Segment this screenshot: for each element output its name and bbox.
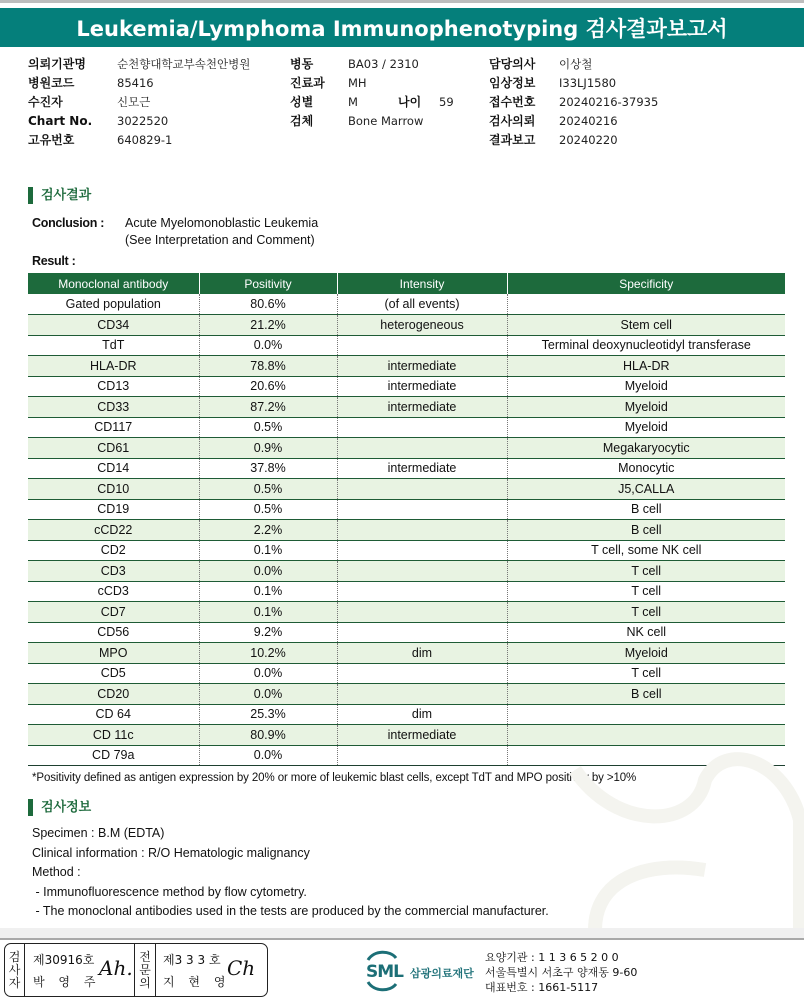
cell-antibody: CD14 (28, 458, 199, 479)
table-row (28, 520, 785, 541)
cell-positivity: 0.0% (199, 561, 337, 582)
table-row (28, 479, 785, 500)
label-patient: 수진자 (28, 95, 63, 109)
institution-code: 요양기관 : 1 1 3 6 5 2 0 0 (485, 951, 619, 964)
footer-band (0, 928, 804, 938)
cell-specificity (507, 294, 785, 315)
cell-positivity: 21.2% (199, 315, 337, 336)
table-row (28, 684, 785, 705)
cell-intensity (337, 663, 507, 684)
label-specimen: 검체 (290, 114, 314, 128)
cell-specificity: Myeloid (507, 397, 785, 418)
cell-specificity: T cell, some NK cell (507, 540, 785, 561)
label-institution: 의뢰기관명 (28, 57, 86, 71)
address: 서울특별시 서초구 양재동 9-60 (485, 966, 638, 979)
table-row (28, 704, 785, 725)
specialist-label-char: 의 (139, 975, 151, 990)
value-institution: 순천향대학교부속천안병원 (117, 57, 251, 71)
cell-intensity: intermediate (337, 725, 507, 746)
cell-specificity: B cell (507, 520, 785, 541)
table-row (28, 561, 785, 582)
examiner-license: 제30916호 (33, 953, 95, 967)
table-row (28, 438, 785, 459)
label-sex: 성별 (290, 95, 314, 109)
cell-positivity: 87.2% (199, 397, 337, 418)
cell-specificity: T cell (507, 602, 785, 623)
cell-intensity (337, 417, 507, 438)
cell-positivity: 25.3% (199, 704, 337, 725)
cell-specificity: Monocytic (507, 458, 785, 479)
cell-specificity: Megakaryocytic (507, 438, 785, 459)
table-row (28, 540, 785, 561)
result-label: Result : (32, 254, 76, 268)
value-chart-no: 3022520 (117, 114, 169, 128)
examiner-name: 박 영 주 (33, 975, 101, 989)
cell-specificity: Stem cell (507, 315, 785, 336)
cell-specificity: T cell (507, 561, 785, 582)
top-border (0, 0, 804, 3)
header-specificity: Specificity (507, 273, 785, 294)
cell-intensity: heterogeneous (337, 315, 507, 336)
label-request-date: 검사의뢰 (489, 114, 536, 128)
specialist-signature: Ch (227, 956, 256, 980)
cell-positivity: 0.5% (199, 479, 337, 500)
header-positivity: Positivity (199, 273, 337, 294)
cell-positivity: 80.6% (199, 294, 337, 315)
cell-positivity: 0.1% (199, 540, 337, 561)
examiner-label (5, 944, 25, 996)
cell-positivity: 0.0% (199, 745, 337, 766)
method-label: Method : (32, 865, 81, 879)
watermark-graphic (555, 740, 804, 940)
table-row (28, 417, 785, 438)
cell-positivity: 10.2% (199, 643, 337, 664)
positivity-footnote: *Positivity defined as antigen expression by 20% or more of leukemic blast cells, except TdT and MPO positivity by >10% (32, 772, 637, 784)
table-row (28, 376, 785, 397)
cell-intensity (337, 540, 507, 561)
cell-specificity (507, 704, 785, 725)
method-line-2: - The monoclonal antibodies used in the tests are produced by the commercial manufacturer. (32, 904, 549, 918)
table-row (28, 581, 785, 602)
cell-intensity: dim (337, 643, 507, 664)
signature-box (4, 943, 268, 997)
value-sex: M (348, 95, 358, 109)
header-intensity: Intensity (337, 273, 507, 294)
label-unique-id: 고유번호 (28, 133, 75, 147)
cell-positivity: 9.2% (199, 622, 337, 643)
cell-positivity: 0.1% (199, 602, 337, 623)
phone-number: 대표번호 : 1661-5117 (485, 981, 599, 994)
cell-intensity (337, 581, 507, 602)
cell-specificity: HLA-DR (507, 356, 785, 377)
cell-antibody: CD33 (28, 397, 199, 418)
table-header-row (28, 273, 785, 294)
header-antibody: Monoclonal antibody (28, 273, 199, 294)
conclusion-note: (See Interpretation and Comment) (125, 233, 315, 247)
cell-antibody: CD3 (28, 561, 199, 582)
cell-antibody: CD 79a (28, 745, 199, 766)
value-department: MH (348, 76, 367, 90)
contact-info (485, 950, 637, 995)
examiner-label-char: 사 (8, 962, 21, 977)
cell-intensity (337, 520, 507, 541)
cell-intensity (337, 561, 507, 582)
examiner-label-char: 검 (8, 949, 21, 964)
section-heading-test-info: 검사정보 (28, 799, 91, 816)
table-row (28, 663, 785, 684)
cell-positivity: 0.5% (199, 499, 337, 520)
cell-antibody: CD 11c (28, 725, 199, 746)
cell-antibody: CD19 (28, 499, 199, 520)
results-table (28, 273, 785, 766)
cell-antibody: cCD22 (28, 520, 199, 541)
value-physician: 이상철 (559, 57, 593, 71)
cell-positivity: 80.9% (199, 725, 337, 746)
conclusion-label: Conclusion : (32, 216, 105, 230)
cell-antibody: CD5 (28, 663, 199, 684)
conclusion-diagnosis: Acute Myelomonoblastic Leukemia (125, 216, 319, 230)
examiner-label-char: 자 (8, 975, 21, 990)
cell-intensity: intermediate (337, 397, 507, 418)
cell-antibody: CD10 (28, 479, 199, 500)
cell-positivity: 0.9% (199, 438, 337, 459)
label-receipt-no: 접수번호 (489, 95, 536, 109)
cell-antibody: CD7 (28, 602, 199, 623)
cell-antibody: CD 64 (28, 704, 199, 725)
table-row (28, 725, 785, 746)
table-row (28, 294, 785, 315)
cell-positivity: 0.0% (199, 684, 337, 705)
footer-divider (0, 938, 804, 940)
table-row (28, 622, 785, 643)
cell-antibody: CD56 (28, 622, 199, 643)
cell-positivity: 2.2% (199, 520, 337, 541)
cell-antibody: CD13 (28, 376, 199, 397)
specialist-label-char: 문 (139, 962, 151, 977)
cell-specificity: J5,CALLA (507, 479, 785, 500)
label-department: 진료과 (290, 76, 325, 90)
specimen-info: Specimen : B.M (EDTA) (32, 826, 165, 840)
label-ward: 병동 (290, 57, 314, 71)
report-title: Leukemia/Lymphoma Immunophenotyping 검사결과보고서 (0, 8, 804, 47)
value-specimen: Bone Marrow (348, 114, 424, 128)
cell-specificity: Terminal deoxynucleotidyl transferase (507, 335, 785, 356)
cell-intensity (337, 479, 507, 500)
cell-intensity: (of all events) (337, 294, 507, 315)
table-row (28, 458, 785, 479)
value-report-date: 20240220 (559, 133, 618, 147)
patient-info-col1 (28, 55, 288, 150)
patient-info-col3 (489, 55, 789, 150)
cell-antibody: CD61 (28, 438, 199, 459)
cell-specificity: Myeloid (507, 417, 785, 438)
cell-positivity: 20.6% (199, 376, 337, 397)
cell-intensity: intermediate (337, 376, 507, 397)
clinical-info: Clinical information : R/O Hematologic malignancy (32, 845, 310, 860)
cell-positivity: 0.5% (199, 417, 337, 438)
test-info (32, 824, 549, 922)
specialist-label-char: 전 (139, 949, 151, 964)
cell-specificity: Myeloid (507, 376, 785, 397)
cell-antibody: HLA-DR (28, 356, 199, 377)
table-row (28, 643, 785, 664)
specialist-license: 제3 3 3 호 (163, 953, 221, 967)
table-row (28, 602, 785, 623)
cell-positivity: 37.8% (199, 458, 337, 479)
label-hospital-code: 병원코드 (28, 76, 75, 90)
value-clinical-info: I33LJ1580 (559, 76, 617, 90)
specialist-name: 지 현 영 (163, 975, 231, 989)
method-line-1: - Immunofluorescence method by flow cytometry. (32, 884, 307, 899)
cell-specificity: T cell (507, 581, 785, 602)
table-row (28, 499, 785, 520)
cell-specificity: B cell (507, 499, 785, 520)
cell-positivity: 0.0% (199, 663, 337, 684)
table-row (28, 356, 785, 377)
results-table-body (28, 294, 785, 766)
table-row (28, 315, 785, 336)
cell-intensity: intermediate (337, 356, 507, 377)
cell-intensity (337, 684, 507, 705)
cell-intensity: dim (337, 704, 507, 725)
sml-logo-text: SML (366, 962, 403, 982)
cell-specificity: Myeloid (507, 643, 785, 664)
cell-antibody: Gated population (28, 294, 199, 315)
cell-antibody: CD117 (28, 417, 199, 438)
value-ward: BA03 / 2310 (348, 57, 419, 71)
cell-specificity (507, 745, 785, 766)
cell-specificity (507, 725, 785, 746)
cell-intensity (337, 622, 507, 643)
cell-intensity (337, 499, 507, 520)
cell-antibody: CD34 (28, 315, 199, 336)
table-row (28, 335, 785, 356)
value-request-date: 20240216 (559, 114, 618, 128)
value-hospital-code: 85416 (117, 76, 154, 90)
specialist-label (134, 944, 156, 996)
cell-intensity: intermediate (337, 458, 507, 479)
cell-positivity: 0.0% (199, 335, 337, 356)
cell-positivity: 78.8% (199, 356, 337, 377)
value-patient: 신모근 (117, 95, 151, 109)
cell-specificity: NK cell (507, 622, 785, 643)
table-row (28, 745, 785, 766)
value-receipt-no: 20240216-37935 (559, 95, 659, 109)
label-chart-no: Chart No. (28, 114, 93, 128)
cell-intensity (337, 745, 507, 766)
cell-antibody: cCD3 (28, 581, 199, 602)
patient-info-col2 (290, 55, 490, 131)
cell-intensity (337, 335, 507, 356)
cell-specificity: B cell (507, 684, 785, 705)
cell-positivity: 0.1% (199, 581, 337, 602)
section-heading-results: 검사결과 (28, 187, 91, 204)
cell-intensity (337, 602, 507, 623)
cell-specificity: T cell (507, 663, 785, 684)
label-clinical-info: 임상정보 (489, 76, 536, 90)
examiner-signature: Ah. (99, 956, 133, 980)
label-report-date: 결과보고 (489, 133, 536, 147)
label-age: 나이 (398, 95, 422, 109)
cell-antibody: TdT (28, 335, 199, 356)
label-physician: 담당의사 (489, 57, 536, 71)
cell-antibody: CD20 (28, 684, 199, 705)
value-age: 59 (439, 95, 454, 109)
foundation-name: 삼광의료재단 (410, 967, 474, 980)
cell-intensity (337, 438, 507, 459)
table-row (28, 397, 785, 418)
cell-antibody: CD2 (28, 540, 199, 561)
value-unique-id: 640829-1 (117, 133, 173, 147)
cell-antibody: MPO (28, 643, 199, 664)
